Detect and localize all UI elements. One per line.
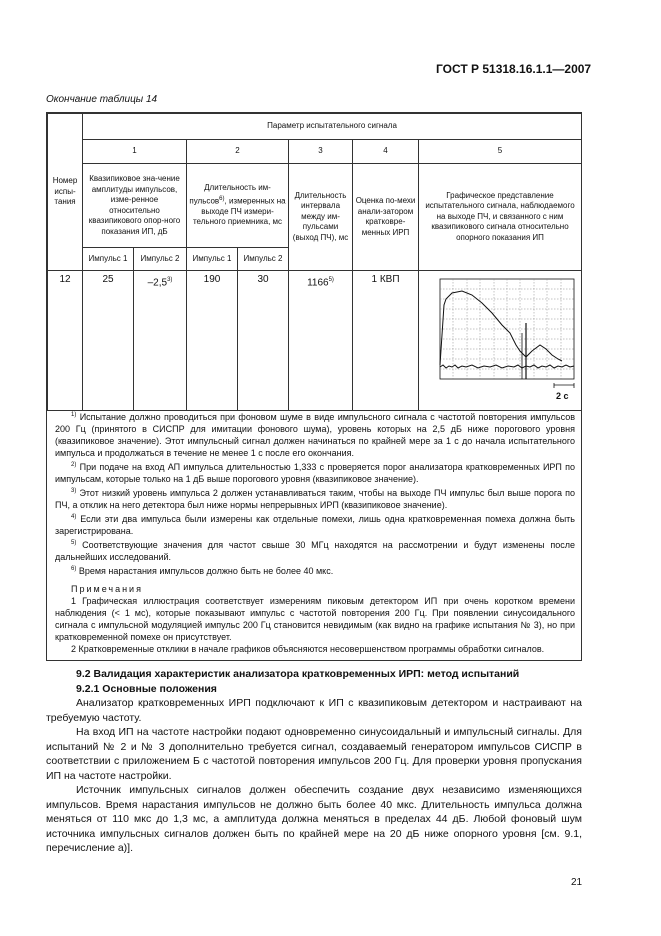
note-item: 2 Кратковременные отклики в начале графиков объясняются несовершенством программы обработки сигналов.	[71, 644, 545, 654]
note-item: 1 Графическая иллюстрация соответствует измерениям пиковым детектором ИП при очень коротком времени наблюдения (< 1 мс), которые показывают импульс с частотой повторения 200 Гц. При появлении синусоидального сигнала с импульсной модуляцией импульс 200 Гц становится невидимым (как видно на графике испытания № 3), но при кратковременной помехе он присутствует.	[55, 596, 575, 642]
paragraph: Источник импульсных сигналов должен обеспечить создание двух независимо изменяющихся импульсов. Время нарастания импульсов не должно быть более 40 мкс. Длительность импульса должна меняться от 110 мкс до 1,3 мс, а амплитуда должна меняться в пределах 44 дБ. Любой фоновый шум источника импульсных сигналов должен быть по крайней мере на 20 дБ ниже опорного уровня [см. 9.1, перечисление а)].	[46, 784, 582, 854]
cell-c4: 1 КВП	[353, 271, 419, 411]
table-frame	[46, 112, 582, 661]
footnote: $^{3)}$ Этот низкий уровень импульса 2 должен устанавливаться таким, чтобы на выходе ПЧ импульс был выше порога по ПЧ, а отклик на него детектора был ниже нормы непрерывных ИРП (квазипиковое значение).	[55, 488, 575, 510]
col-num-2: 2	[187, 140, 289, 164]
table-caption: Окончание таблицы 14	[46, 94, 158, 105]
sub-label: Импульс 2	[238, 248, 289, 271]
graph-cell	[419, 271, 582, 411]
signal-graph	[422, 275, 578, 403]
page-number: 21	[571, 877, 583, 888]
paragraph: Анализатор кратковременных ИРП подключают к ИП с квазипиковым детектором и настраивают на требуемую частоту.	[46, 697, 582, 724]
footnote: $^{4)}$ Если эти два импульса были измерены как отдельные помехи, лишь одна кратковременная помеха должна быть зарегистрирована.	[55, 514, 575, 536]
col-num-4: 4	[353, 140, 419, 164]
footnote: $^{1)}$ Испытание должно проводиться при фоновом шуме в виде импульсного сигнала с частотой повторения импульсов 200 Гц (принятого в СИСПР для имитации фонового шума), уровень которых на 2,5 дБ ниже порогового уровня (квазипиковое значение). Этот импульсный сигнал должен начинаться по крайней мере за 1 с до начала испытательного импульса и продолжаться в течение не менее 1 с после его окончания.	[55, 412, 575, 458]
row-number: 12	[48, 271, 83, 411]
col-num-1: 1	[83, 140, 187, 164]
sub-label: Импульс 1	[187, 248, 238, 271]
col4-header: Оценка по-мехи анали-затором кратковре-менных ИРП	[353, 164, 419, 271]
cell-c3: 1166$^{5)}$	[289, 271, 353, 411]
footnote: $^{2)}$ При подаче на вход АП импульса длительностью 1,333 с проверяется порог анализатора кратковременных ИРП по импульсам, которые только на 1 дБ выше порогового уровня (квазипиковое значение).	[55, 462, 575, 484]
col2-header: Длительность им-пульсов$^{6)}$, измеренных на выходе ПЧ измери-тельного приемника, мс	[187, 164, 289, 248]
section-body	[46, 667, 582, 856]
col-number-header: Номер испы-тания	[48, 114, 83, 271]
cell-c2b: 30	[238, 271, 289, 411]
col5-header: Графическое представление испытательного сигнала, наблюдаемого на выходе ПЧ, и связанного с ним квазипикового сигнала относительно опорного показания ИП	[419, 164, 582, 271]
footnote: $^{6)}$ Время нарастания импульсов должно быть не более 40 мкс.	[71, 566, 334, 576]
col1-header: Квазипиковое зна-чение амплитуды импульсов, изме-ренное относительно квазипикового опор-ного показания ИП, дБ	[83, 164, 187, 248]
sub-label: Импульс 1	[83, 248, 134, 271]
document-header: ГОСТ Р 51318.16.1.1—2007	[436, 62, 592, 76]
paragraph: На вход ИП на частоте настройки подают одновременно синусоидальный и импульсный сигналы. Для испытаний № 2 и № 3 дополнительно требуется сигнал, создаваемый генератором импульсов СИСПР в соответствии с приложением Б с частотой повторения импульсов 200 Гц. Для проверки уровня пропускания ИП на частоте настройки.	[46, 726, 582, 782]
col3-header: Длительность интервала между им-пульсами (выход ПЧ), мс	[289, 164, 353, 271]
cell-c1a: 25	[83, 271, 134, 411]
footnote: $^{5)}$ Соответствующие значения для частот свыше 30 МГц находятся на рассмотрении и будут изменены после дальнейших исследований.	[55, 540, 575, 562]
col-num-5: 5	[419, 140, 582, 164]
table-14	[47, 113, 582, 411]
cell-c1b: –2,5$^{3)}$	[134, 271, 187, 411]
sub-label: Импульс 2	[134, 248, 187, 271]
section-heading: 9.2 Валидация характеристик анализатора кратковременных ИРП: метод испытаний	[76, 668, 520, 680]
param-header: Параметр испытательного сигнала	[83, 114, 582, 140]
graph-scale-label: 2 с	[556, 391, 569, 401]
section-subheading: 9.2.1 Основные положения	[76, 682, 217, 695]
col-num-3: 3	[289, 140, 353, 164]
notes-title: Примечания	[71, 584, 143, 594]
table-notes	[55, 409, 575, 655]
cell-c2a: 190	[187, 271, 238, 411]
